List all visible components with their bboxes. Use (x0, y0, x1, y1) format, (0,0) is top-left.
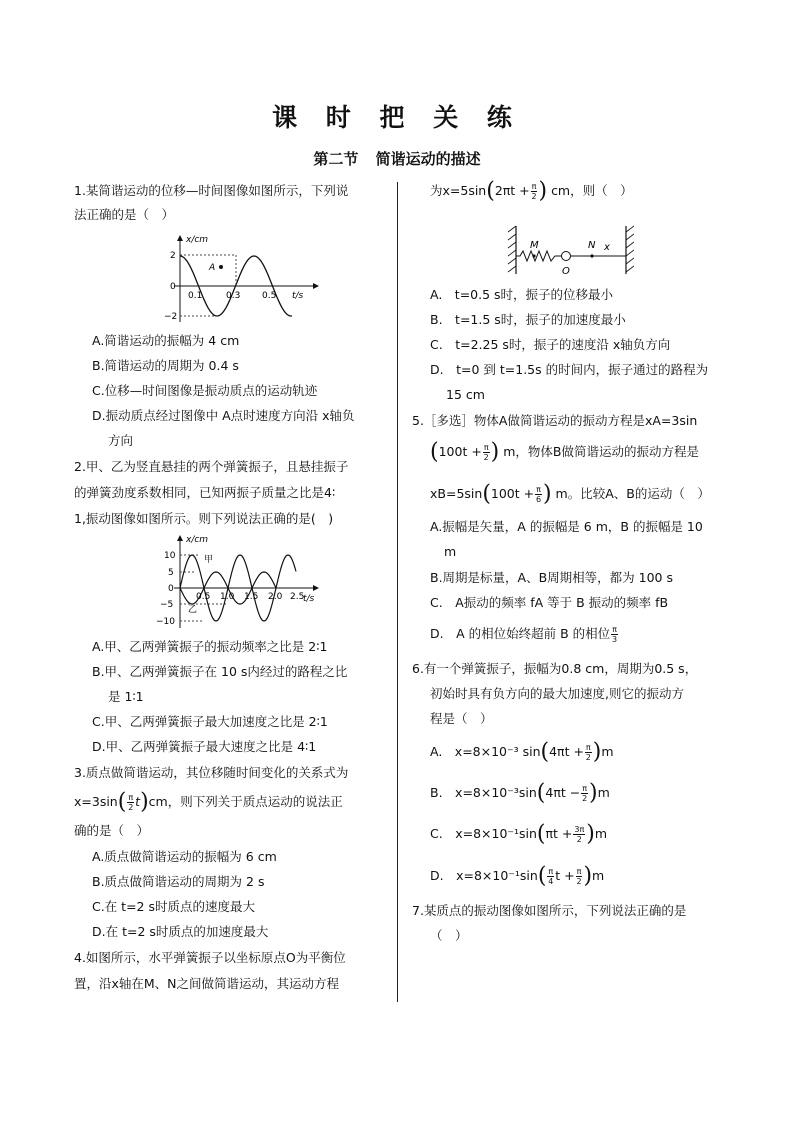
q6-option-a-prefix: A. x=8×10⁻³ sin (430, 744, 541, 759)
q6-option-c-unit: m (594, 826, 608, 841)
q6-option-d-unit: m (592, 868, 605, 883)
q2-option-c: C.甲、乙两弹簧振子最大加速度之比是 2∶1 (92, 714, 328, 729)
q4-stem-line2: 置，沿x轴在M、N之间做简谐运动，其运动方程 (74, 976, 340, 991)
q1-option-b: B.简谐运动的周期为 0.4 s (92, 358, 239, 373)
q5-stem-line1: 5.［多选］物体A做简谐运动的振动方程是xA=3sin (412, 413, 698, 428)
q5-option-d-num: π (612, 625, 617, 634)
q1-stem-line2: 法正确的是（ ） (74, 207, 175, 222)
q6-option-b-den: 2 (582, 794, 588, 803)
q5-eq1-post: m，物体B做简谐运动的振动方程是 (503, 444, 699, 459)
q4-eq-inner: 2πt + (494, 183, 530, 198)
q2-tick-y5: 5 (168, 568, 174, 578)
q2-curve-label-yi: 乙 (188, 605, 198, 615)
q6-option-d-den2: 2 (576, 877, 582, 886)
q5-option-a-line2: m (444, 544, 457, 559)
q1-point-a-label: A (209, 263, 216, 273)
q2-tick-t10: 1.0 (220, 592, 235, 602)
section-subtitle (0, 148, 794, 169)
q6-option-a-unit: m (601, 744, 614, 759)
q5-option-d-text: D. A 的相位始终超前 B 的相位 (430, 626, 611, 641)
q4-eq-prefix: 为x=5sin (430, 183, 487, 198)
q2-tick-t25: 2.5 (290, 592, 305, 602)
q6-option-b-prefix: B. x=8×10⁻³sin (430, 785, 537, 800)
q2-option-b-line2: 是 1∶1 (108, 689, 144, 704)
q6-option-d-mid: t + (555, 868, 575, 883)
q6-stem-line3: 程是（ ） (430, 711, 493, 726)
q1-sine-graph (152, 230, 322, 326)
q5-equation-a: (100t + $\frac{\pi}{2}$ ) m，物体B做简谐运动的振动方程是 (430, 439, 699, 465)
q1-option-c: C.位移—时间图像是振动质点的运动轨迹 (92, 383, 318, 398)
q2-tick-t05: 0.5 (196, 592, 211, 602)
q5-eq2-prefix: xB=5sin (430, 486, 483, 501)
q4-fig-label-m: M (530, 240, 539, 251)
q5-equation-b: xB=5sin(100t + $\frac{\pi}{6}$ ) m。比较A、B的运动（ ） (430, 481, 710, 507)
q6-option-c-prefix: C. x=8×10⁻¹sin (430, 826, 537, 841)
q6-option-a-num: π (585, 743, 591, 752)
q4-eq-den: 2 (531, 192, 537, 201)
q3-eq-num: π (128, 793, 134, 802)
q4-eq-post: cm，则（ ） (551, 183, 633, 198)
section-number: 第二节 (313, 150, 359, 168)
q1-option-d-line2: 方向 (108, 433, 134, 448)
q4-option-b: B. t=1.5 s时，振子的加速度最小 (430, 312, 626, 327)
q2-vibration-graph (146, 532, 322, 632)
q3-stem-line1: 3.质点做简谐运动，其位移随时间变化的关系式为 (74, 765, 349, 780)
q5-eq2-inner: 100t + (490, 486, 535, 501)
q1-tick-y2: 2 (170, 251, 176, 261)
q6-option-c: C. x=8×10⁻¹sin(πt + $\frac{3\pi}{2}$ )m (430, 821, 608, 847)
q3-eq-var: t (135, 794, 141, 809)
q5-eq1-num: π (483, 443, 489, 452)
q6-option-d-prefix: D. x=8×10⁻¹sin (430, 868, 538, 883)
q2-option-a: A.甲、乙两弹簧振子的振动频率之比是 2∶1 (92, 639, 328, 654)
q6-option-b: B. x=8×10⁻³sin(4πt − $\frac{\pi}{2}$ )m (430, 780, 610, 806)
q1-graph-ylabel: x/cm (186, 235, 209, 245)
q5-option-a-line1: A.振幅是矢量，A 的振幅是 6 m，B 的振幅是 10 (430, 519, 703, 534)
q7-stem-line1: 7.某质点的振动图像如图所示，下列说法正确的是 (412, 903, 687, 918)
q4-equation-line: 为x=5sin(2πt + $\frac{\pi}{2}$ ) cm，则（ ） (430, 178, 633, 204)
q2-tick-y10: 10 (164, 551, 176, 561)
q1-tick-x05: 0.5 (262, 291, 277, 301)
q6-stem-line1: 6.有一个弹簧振子，振幅为0.8 cm，周期为0.5 s， (412, 661, 698, 676)
q2-graph-xlabel: t/s (303, 594, 315, 604)
q2-curve-label-jia: 甲 (204, 555, 214, 565)
q6-option-a-inner: 4πt + (549, 744, 584, 759)
q4-option-a: A. t=0.5 s时，振子的位移最小 (430, 287, 614, 302)
q6-option-d: D. x=8×10⁻¹sin( $\frac{\pi}{4}$ t + $\frac{\pi}{2}$ )m (430, 863, 605, 889)
page-title: 课 时 把 关 练 (272, 103, 522, 132)
q4-fig-label-n: N (588, 240, 596, 251)
q6-option-d-num1: π (548, 867, 554, 876)
q1-option-a: A.简谐运动的振幅为 4 cm (92, 333, 240, 348)
q1-tick-yn2: −2 (164, 312, 178, 322)
q4-spring-oscillator-figure (504, 222, 634, 278)
q7-stem-line2: （ ） (430, 928, 468, 943)
q5-eq2-post: m。比较A、B的运动（ ） (555, 486, 710, 501)
q6-option-c-den: 2 (576, 835, 582, 844)
q6-option-b-num: π (582, 784, 588, 793)
q4-eq-num: π (531, 182, 537, 191)
q5-eq2-num: π (536, 485, 541, 494)
q1-option-d-line1: D.振动质点经过图像中 A点时速度方向沿 x轴负 (92, 408, 355, 423)
q6-option-d-num2: π (576, 867, 582, 876)
q3-option-c: C.在 t=2 s时质点的速度最大 (92, 899, 255, 914)
q2-option-d: D.甲、乙两弹簧振子最大速度之比是 4∶1 (92, 739, 317, 754)
q4-fig-label-x: x (604, 242, 610, 253)
q4-option-c: C. t=2.25 s时，振子的速度沿 x轴负方向 (430, 337, 671, 352)
q3-option-d: D.在 t=2 s时质点的加速度最大 (92, 924, 269, 939)
q2-option-b-line1: B.甲、乙两弹簧振子在 10 s内经过的路程之比 (92, 664, 348, 679)
column-divider (397, 182, 398, 1002)
q3-option-a: A.质点做简谐运动的振幅为 6 cm (92, 849, 277, 864)
q2-tick-t20: 2.0 (268, 592, 283, 602)
q3-equation-line: x=3sin( $\frac{\pi}{2}$ t)cm，则下列关于质点运动的说法正 (74, 789, 343, 815)
q5-option-d-den: 3 (612, 635, 618, 644)
q5-option-b: B.周期是标量，A、B周期相等，都为 100 s (430, 570, 673, 585)
q5-option-d (430, 625, 619, 644)
q6-option-c-num: 3π (574, 825, 585, 834)
q2-graph-ylabel: x/cm (186, 535, 209, 545)
q4-fig-label-o: O (562, 266, 570, 277)
q1-tick-y0: 0 (170, 282, 176, 292)
q3-eq-prefix: x=3sin (74, 794, 118, 809)
q6-stem-line2: 初始时具有负方向的最大加速度,则它的振动方 (430, 686, 684, 701)
q1-graph-xlabel: t/s (292, 291, 304, 301)
q1-stem-line1: 1.某简谐运动的位移—时间图像如图所示，下列说 (74, 183, 349, 198)
section-topic: 简谐运动的描述 (375, 150, 481, 168)
q4-option-d-line2: 15 cm (446, 387, 485, 402)
q2-stem-line2: 的弹簧劲度系数相同，已知两振子质量之比是4∶ (74, 485, 336, 500)
q6-option-b-inner: 4πt − (545, 785, 581, 800)
q4-option-d-line1: D. t=0 到 t=1.5s 的时间内，振子通过的路程为 (430, 362, 709, 377)
q2-tick-y0: 0 (168, 584, 174, 594)
q3-eq-den: 2 (128, 803, 134, 812)
q5-option-c: C. A振动的频率 fA 等于 B 振动的频率 fB (430, 595, 669, 610)
q6-option-d-den1: 4 (548, 877, 554, 886)
q1-tick-x03: 0.3 (226, 291, 241, 301)
q5-eq2-den: 6 (535, 495, 542, 504)
q2-tick-t15: 1.5 (244, 592, 259, 602)
q3-stem-line3: 确的是（ ） (74, 823, 150, 838)
q5-eq1-den: 2 (483, 453, 489, 462)
q4-stem-line1: 4.如图所示，水平弹簧振子以坐标原点O为平衡位 (74, 950, 346, 965)
q2-tick-yn5: −5 (160, 600, 174, 610)
q6-option-b-unit: m (597, 785, 610, 800)
q2-tick-yn10: −10 (156, 617, 175, 627)
q3-option-b: B.质点做简谐运动的周期为 2 s (92, 874, 265, 889)
q3-eq-unit: cm，则下列关于质点运动的说法正 (148, 794, 343, 809)
q2-stem-line3: 1,振动图像如图所示。则下列说法正确的是( ) (74, 511, 334, 526)
q5-eq1-inner: 100t + (438, 444, 482, 459)
q6-option-a: A. x=8×10⁻³ sin(4πt + $\frac{\pi}{2}$ )m (430, 739, 614, 765)
q6-option-a-den: 2 (585, 753, 591, 762)
q6-option-c-inner: πt + (545, 826, 573, 841)
q1-tick-x01: 0.1 (188, 291, 203, 301)
q2-stem-line1: 2.甲、乙为竖直悬挂的两个弹簧振子，且悬挂振子 (74, 459, 349, 474)
